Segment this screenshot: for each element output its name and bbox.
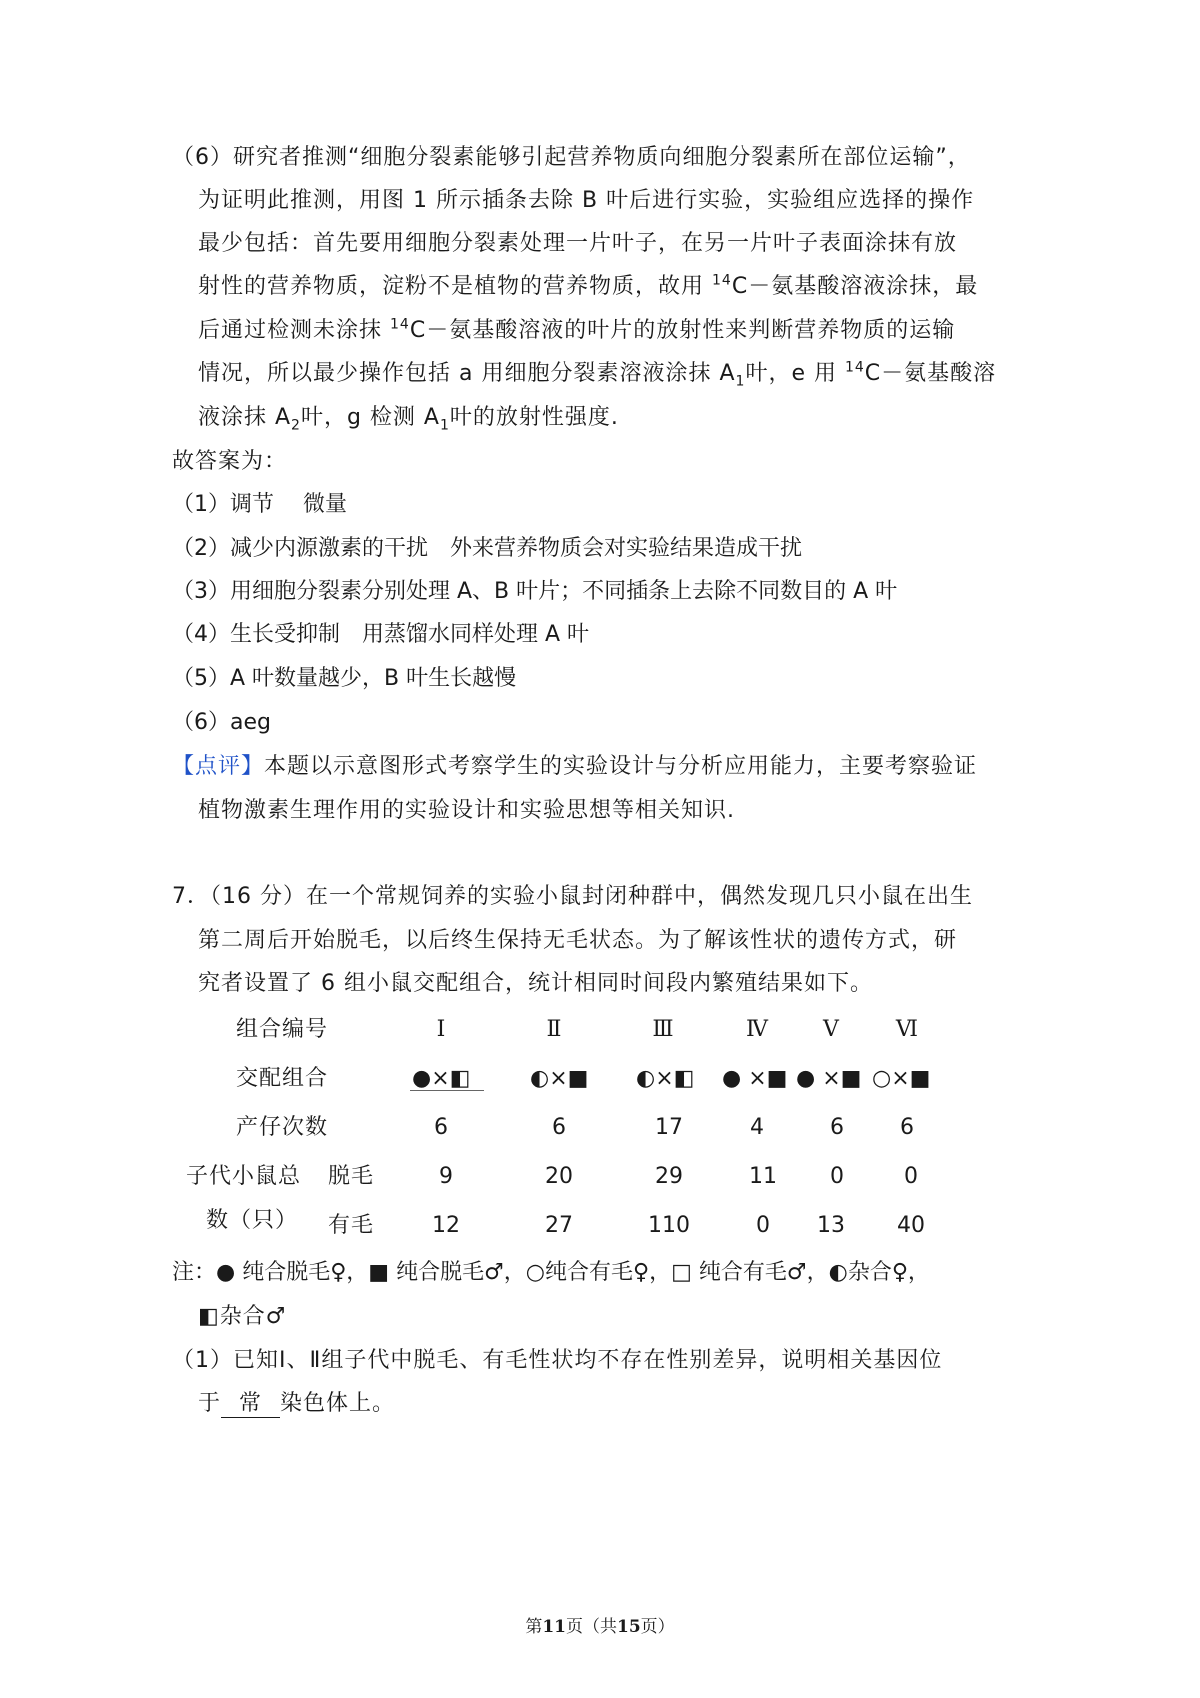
comment-tag: 【点评】 — [172, 754, 265, 779]
q6-line-4: 射性的营养物质，淀粉不是植物的营养物质，故用 $^{14}$C－氨基酸溶液涂抹，最 — [198, 272, 979, 299]
group-4: Ⅳ — [746, 1017, 768, 1042]
group-2: Ⅱ — [546, 1017, 562, 1042]
group-1: Ⅰ — [436, 1017, 446, 1042]
row-label-haired: 有毛 — [328, 1213, 375, 1238]
q7-line-2: 第二周后开始脱毛，以后终生保持无毛状态。为了解该性状的遗传方式，研 — [198, 928, 958, 953]
hairless-4: 11 — [749, 1164, 777, 1189]
litters-2: 6 — [552, 1115, 566, 1140]
answer-2: （2）减少内源激素的干扰 外来营养物质会对实验结果造成干扰 — [172, 536, 802, 561]
answer-blank: 常 — [221, 1391, 280, 1418]
row-label-group: 组合编号 — [236, 1017, 329, 1042]
group-6: Ⅵ — [895, 1017, 919, 1042]
answer-6: （6）aeg — [172, 710, 271, 735]
cross-1-underline — [410, 1090, 484, 1091]
haired-5: 13 — [817, 1213, 845, 1238]
comment-line-1: 【点评】本题以示意图形式考察学生的实验设计与分析应用能力，主要考察验证 — [172, 754, 978, 779]
haired-6: 40 — [897, 1213, 925, 1238]
comment-line-2: 植物激素生理作用的实验设计和实验思想等相关知识. — [198, 798, 735, 823]
group-5: Ⅴ — [823, 1017, 839, 1042]
answer-4: （4）生长受抑制 用蒸馏水同样处理 A 叶 — [172, 622, 590, 647]
row-label-hairless: 脱毛 — [328, 1164, 375, 1189]
sub1-line-2: 于 常 染色体上。 — [198, 1391, 396, 1416]
sub1-line-1: （1）已知Ⅰ、Ⅱ组子代中脱毛、有毛性状均不存在性别差异，说明相关基因位 — [172, 1348, 943, 1373]
haired-4: 0 — [756, 1213, 770, 1238]
q6-line-3: 最少包括：首先要用细胞分裂素处理一片叶子，在另一片叶子表面涂抹有放 — [198, 231, 958, 256]
hairless-6: 0 — [904, 1164, 918, 1189]
litters-4: 4 — [750, 1115, 764, 1140]
cross-4: ● ×■ — [722, 1066, 788, 1091]
cross-5: ● ×■ — [796, 1066, 862, 1091]
q6-line-7: 液涂抹 $A_2$叶，g 检测 $A_1$叶的放射性强度. — [198, 405, 619, 434]
q7-line-1: 7．（16 分）在一个常规饲养的实验小鼠封闭种群中，偶然发现几只小鼠在出生 — [172, 884, 973, 909]
row-label-offspring-a: 子代小鼠总 — [186, 1164, 302, 1189]
page-number: 11 — [542, 1617, 566, 1637]
cross-3: ◐×◧ — [636, 1066, 695, 1091]
hairless-5: 0 — [830, 1164, 844, 1189]
q6-line-6: 情况，所以最少操作包括 a 用细胞分裂素溶液涂抹 $A_1$叶，e 用 $^{14}$C－氨基酸溶 — [198, 359, 997, 390]
row-label-cross: 交配组合 — [236, 1066, 329, 1091]
row-label-litters: 产仔次数 — [236, 1115, 329, 1140]
page-footer: 第11页（共15页） — [525, 1617, 675, 1637]
answer-3: （3）用细胞分裂素分别处理 A、B 叶片；不同插条上去除不同数目的 A 叶 — [172, 579, 898, 604]
litters-5: 6 — [830, 1115, 844, 1140]
note-line-1: 注：● 纯合脱毛♀，■ 纯合脱毛♂，○纯合有毛♀，□ 纯合有毛♂，◐杂合♀， — [172, 1260, 930, 1285]
hairless-1: 9 — [439, 1164, 453, 1189]
hairless-2: 20 — [545, 1164, 573, 1189]
note-line-2: ◧杂合♂ — [198, 1304, 287, 1329]
cross-6: ○×■ — [872, 1066, 931, 1091]
q7-line-3: 究者设置了 6 组小鼠交配组合，统计相同时间段内繁殖结果如下。 — [198, 971, 873, 996]
q6-line-1: （6）研究者推测“细胞分裂素能够引起营养物质向细胞分裂素所在部位运输”， — [172, 145, 971, 170]
cross-2: ◐×■ — [530, 1066, 589, 1091]
haired-2: 27 — [545, 1213, 573, 1238]
haired-1: 12 — [432, 1213, 460, 1238]
litters-3: 17 — [655, 1115, 683, 1140]
litters-1: 6 — [434, 1115, 448, 1140]
haired-3: 110 — [648, 1213, 690, 1238]
group-3: Ⅲ — [652, 1017, 674, 1042]
q6-line-5: 后通过检测未涂抹 $^{14}$C－氨基酸溶液的叶片的放射性来判断营养物质的运输 — [198, 316, 956, 343]
answer-title: 故答案为： — [172, 449, 288, 474]
litters-6: 6 — [900, 1115, 914, 1140]
page-total: 15 — [617, 1617, 641, 1637]
cross-1: ●×◧ — [412, 1066, 471, 1091]
answer-1: （1）调节 微量 — [172, 492, 347, 517]
hairless-3: 29 — [655, 1164, 683, 1189]
q6-line-2: 为证明此推测，用图 1 所示插条去除 B 叶后进行实验，实验组应选择的操作 — [198, 188, 975, 213]
answer-5: （5）A 叶数量越少，B 叶生长越慢 — [172, 666, 517, 691]
row-label-offspring-b: 数（只） — [206, 1208, 299, 1233]
